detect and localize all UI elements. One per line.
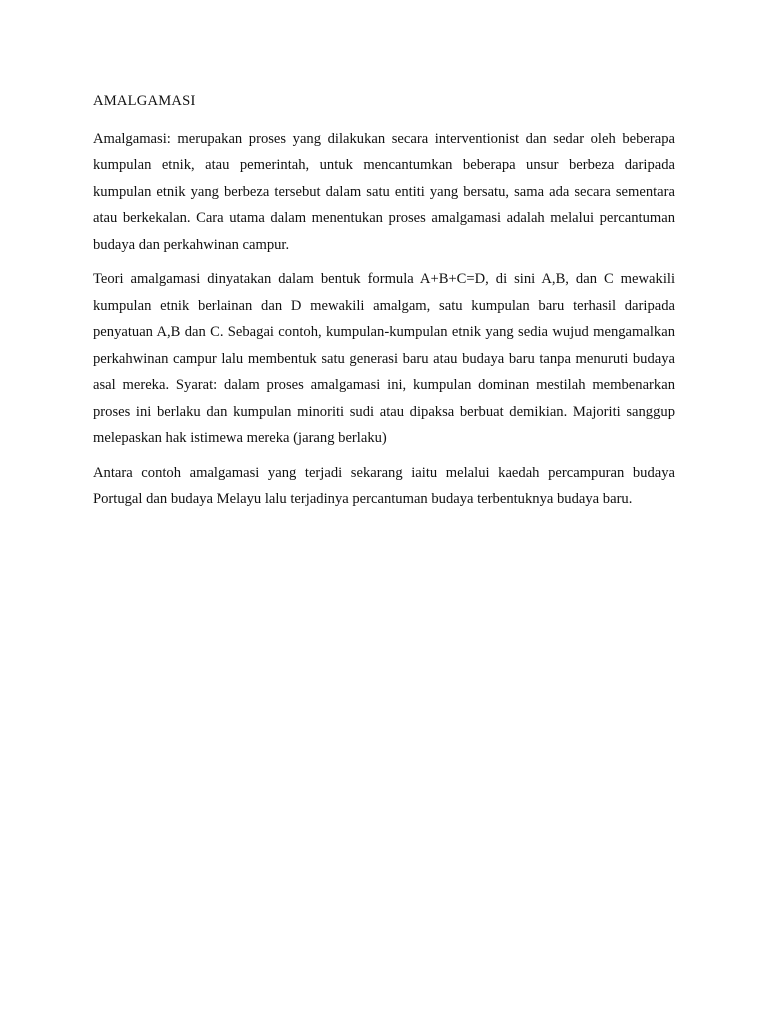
document-body <box>93 88 675 521</box>
paragraph-theory: Teori amalgamasi dinyatakan dalam bentuk formula A+B+C=D, di sini A,B, dan C mewakili kumpulan etnik berlainan dan D mewakili amalgam, satu kumpulan baru terhasil daripada penyatuan A,B dan C. Sebagai contoh, kumpulan-kumpulan etnik yang sedia wujud mengamalkan perkahwinan campur lalu membentuk satu generasi baru atau budaya baru tanpa menuruti budaya asal mereka. Syarat: dalam proses amalgamasi ini, kumpulan dominan mestilah membenarkan proses ini berlaku dan kumpulan minoriti sudi atau dipaksa berbuat demikian. Majoriti sanggup melepaskan hak istimewa mereka (jarang berlaku) <box>93 271 675 446</box>
paragraph-example: Antara contoh amalgamasi yang terjadi sekarang iaitu melalui kaedah percampuran budaya Portugal dan budaya Melayu lalu terjadinya percantuman budaya terbentuknya budaya baru. <box>93 464 675 507</box>
paragraph-definition: Amalgamasi: merupakan proses yang dilakukan secara interventionist dan sedar oleh beberapa kumpulan etnik, atau pemerintah, untuk mencantumkan beberapa unsur berbeza daripada kumpulan etnik yang berbeza tersebut dalam satu entiti yang bersatu, sama ada secara sementara atau berkekalan. Cara utama dalam menentukan proses amalgamasi adalah melalui percantuman budaya dan perkahwinan campur. <box>93 130 675 253</box>
document-title: AMALGAMASI <box>93 93 196 109</box>
